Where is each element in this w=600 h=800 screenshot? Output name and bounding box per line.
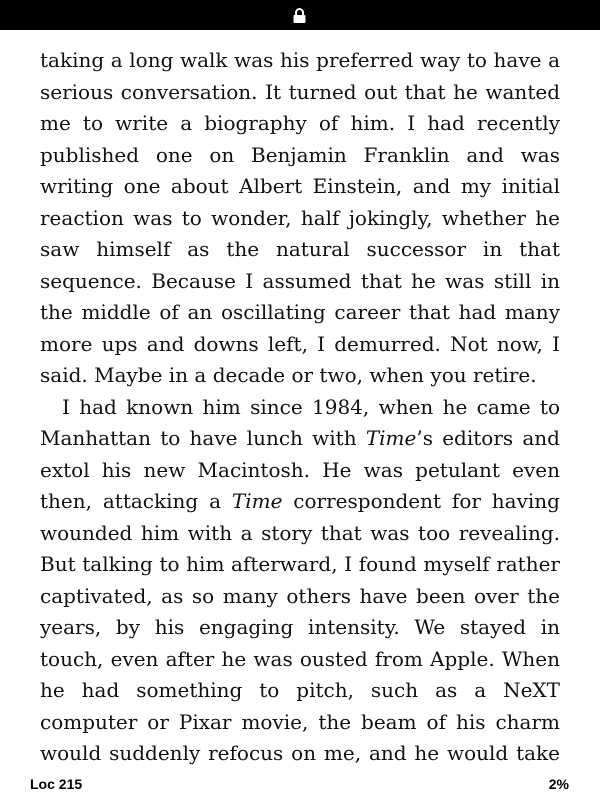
text-line: he had something to pitch, such as a NeXT [40,678,560,702]
text-line: wounded him with a story that was too revealing. [40,520,560,545]
text-line: said. Maybe in a decade or two, when you retire. [40,363,537,387]
text-line: extol his new Macintosh. He was petulant even [40,457,560,482]
text-line: me to write a biography of him. I had recently [40,111,560,135]
text-segment: correspondent for having [282,489,560,513]
text-line: would suddenly refocus on me, and he would take [40,741,560,765]
text-segment: then, attacking a [40,489,232,513]
text-line: But talking to him afterward, I found myself rather [40,552,560,576]
book-page[interactable] [40,45,560,770]
text-line: reaction was to wonder, half jokingly, whether he [40,205,560,230]
status-bar [0,0,600,30]
text-line: computer or Pixar movie, the beam of his charm [40,709,560,734]
text-line: I had known him since 1984, when he came to [62,394,560,419]
italic-title: Time [365,426,417,450]
text-line: touch, even after he was ousted from Apple. When [40,646,560,671]
text-line: sequence. Because I assumed that he was still in [40,268,560,293]
text-line [40,486,560,518]
location-indicator: Loc 215 [30,776,83,792]
text-line: years, by his engaging intensity. We stayed in [40,615,560,639]
progress-percent: 2% [548,776,569,792]
text-line: more ups and downs left, I demurred. Not now, I [40,331,560,356]
text-line: taking a long walk was his preferred way to have a [40,48,560,72]
text-segment: ’s editors and [416,426,560,450]
text-line: serious conversation. It turned out that he wanted [40,79,560,104]
italic-title: Time [231,489,283,513]
text-segment: Manhattan to have lunch with [40,426,366,450]
text-line: captivated, as so many others have been over the [40,583,560,608]
lock-icon [293,8,306,23]
text-line: published one on Benjamin Franklin and was [40,142,560,167]
text-line [40,423,560,455]
text-line: the middle of an oscillating career that had many [40,300,560,324]
text-line: writing one about Albert Einstein, and my initial [40,174,560,198]
text-line: saw himself as the natural successor in that [40,237,560,261]
